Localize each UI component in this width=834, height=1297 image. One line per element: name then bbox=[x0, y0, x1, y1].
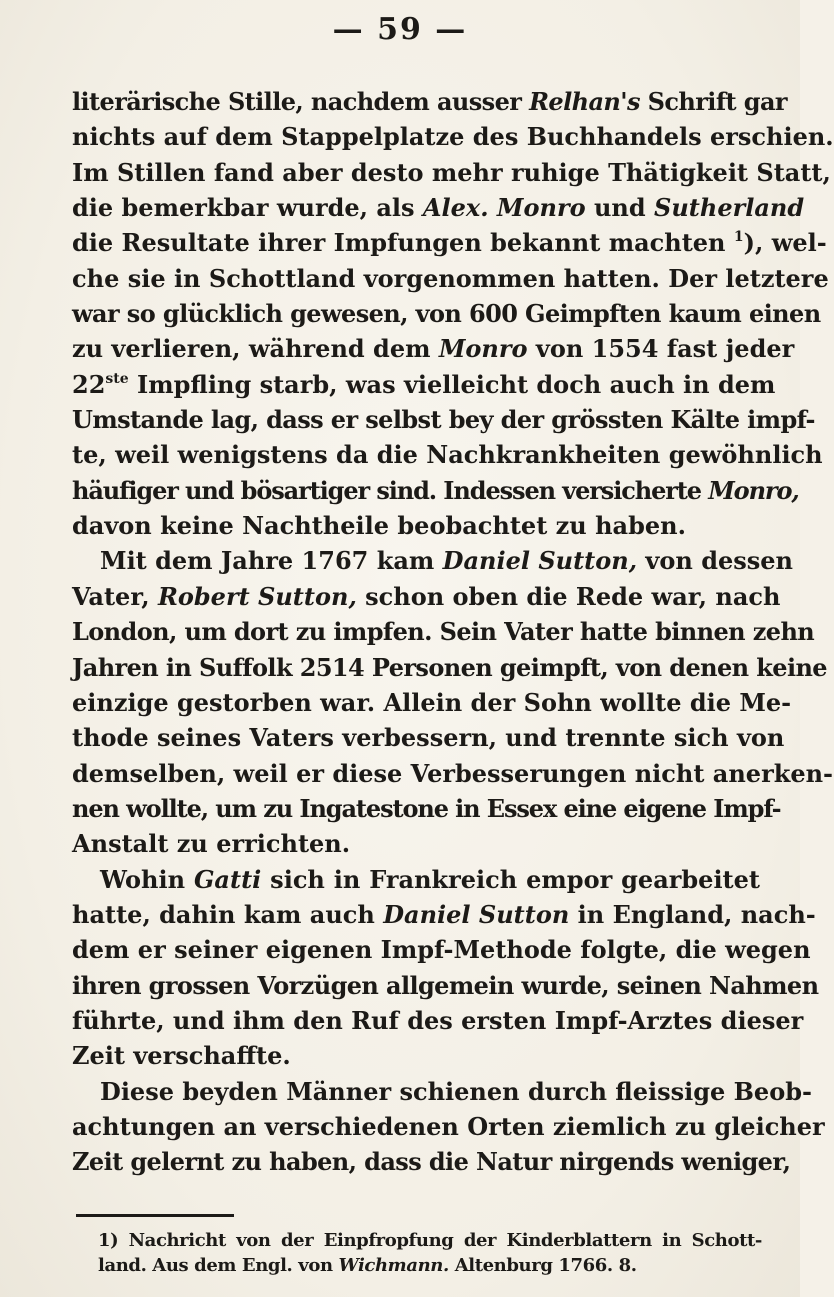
text-line: che sie in Schottland vorgenommen hatten. Der letztere bbox=[72, 263, 829, 293]
author-name: Relhan's bbox=[529, 87, 640, 116]
author-name: Daniel Sutton bbox=[383, 899, 570, 929]
text-line: nichts auf dem Stappelplatze des Buchhandels erschien. bbox=[72, 122, 834, 152]
text-line: thode seines Vaters verbessern, und trennte sich von bbox=[72, 723, 785, 753]
text-line bbox=[72, 84, 787, 119]
text-line: Zeit verschaffte. bbox=[72, 1041, 291, 1071]
author-name: Alex. Monro bbox=[422, 193, 586, 223]
text-line: Jahren in Suffolk 2514 Personen geimpft, von denen keine bbox=[72, 652, 827, 682]
text-run: Impfling starb, was vielleicht doch auch in dem bbox=[128, 369, 776, 399]
footnote-marker: 1 bbox=[733, 229, 744, 246]
author-name: Wichmann. bbox=[338, 1255, 449, 1276]
text-run: häufiger und bösartiger sind. Indessen versicherte bbox=[72, 475, 709, 505]
text-run: schon oben die Rede war, nach bbox=[356, 581, 781, 611]
text-line: Im Stillen fand aber desto mehr ruhige Thätigkeit Statt, bbox=[72, 157, 831, 187]
text-line: führte, und ihm den Ruf des ersten Impf-Arztes dieser bbox=[72, 1005, 804, 1035]
text-line: war so glücklich gewesen, von 600 Geimpften kaum einen bbox=[72, 299, 821, 329]
text-line: Anstalt zu errichten. bbox=[72, 829, 351, 859]
author-name: Robert Sutton, bbox=[157, 581, 357, 611]
author-name: Monro bbox=[438, 334, 528, 364]
text-run: Vater, bbox=[72, 581, 158, 611]
ordinal-suffix: ste bbox=[105, 370, 129, 387]
text-run: von dessen bbox=[637, 546, 793, 576]
footnote-divider bbox=[76, 1214, 234, 1217]
text-run: 22 bbox=[72, 369, 106, 399]
text-run: Schrift gar bbox=[639, 87, 787, 116]
text-line: ihren grossen Vorzügen allgemein wurde, seinen Nahmen bbox=[72, 970, 819, 1000]
text-run: und bbox=[585, 193, 654, 223]
text-run: ), wel- bbox=[743, 228, 827, 258]
text-line: einzige gestorben war. Allein der Sohn wollte die Me- bbox=[72, 687, 792, 717]
text-line: Umstande lag, dass er selbst bey der grössten Kälte impf- bbox=[72, 405, 815, 435]
text-line: demselben, weil er diese Verbesserungen nicht anerken- bbox=[72, 758, 834, 788]
text-line bbox=[72, 473, 799, 508]
text-run: Wohin bbox=[100, 864, 194, 894]
text-run: hatte, dahin kam auch bbox=[72, 899, 384, 929]
page-number: — 59 — bbox=[332, 12, 468, 47]
text-run: in England, nach- bbox=[569, 899, 816, 929]
text-line bbox=[72, 897, 816, 932]
author-name: Daniel Sutton, bbox=[442, 546, 638, 576]
text-run: die Resultate ihrer Impfungen bekannt machten bbox=[72, 228, 734, 258]
author-name: Sutherland bbox=[654, 193, 805, 223]
footnote bbox=[98, 1228, 762, 1278]
text-line: te, weil wenigstens da die Nachkrankheiten gewöhnlich bbox=[72, 440, 823, 470]
text-line bbox=[72, 331, 795, 366]
body-text bbox=[72, 84, 834, 1180]
text-line bbox=[72, 543, 793, 578]
text-run: Altenburg 1766. 8. bbox=[448, 1255, 637, 1276]
text-line bbox=[72, 190, 805, 225]
text-line: London, um dort zu impfen. Sein Vater hatte binnen zehn bbox=[72, 617, 815, 647]
author-name: Gatti bbox=[193, 864, 262, 894]
text-line bbox=[72, 225, 827, 260]
text-line: nen wollte, um zu Ingatestone in Essex eine eigene Impf- bbox=[72, 793, 781, 823]
text-line bbox=[72, 367, 776, 402]
text-line bbox=[72, 862, 760, 897]
text-line: Diese beyden Männer schienen durch fleissige Beob- bbox=[100, 1076, 812, 1106]
text-run: land. Aus dem Engl. von bbox=[98, 1255, 339, 1276]
text-run: Mit dem Jahre 1767 kam bbox=[100, 546, 443, 576]
text-run: von 1554 fast jeder bbox=[527, 334, 795, 364]
text-line bbox=[72, 579, 781, 614]
footnote-line bbox=[98, 1253, 762, 1278]
text-run: zu verlieren, während dem bbox=[72, 334, 439, 364]
text-run: literärische Stille, nachdem ausser bbox=[72, 87, 530, 116]
text-run: die bemerkbar wurde, als bbox=[72, 193, 423, 223]
text-line: Zeit gelernt zu haben, dass die Natur nirgends weniger, bbox=[72, 1147, 791, 1177]
text-line: achtungen an verschiedenen Orten ziemlich zu gleicher bbox=[72, 1111, 825, 1141]
text-line: davon keine Nachtheile beobachtet zu haben. bbox=[72, 511, 686, 541]
text-line: dem er seiner eigenen Impf-Methode folgte, die wegen bbox=[72, 935, 811, 965]
author-name: Monro, bbox=[708, 475, 799, 505]
text-run: sich in Frankreich empor gearbeitet bbox=[261, 864, 761, 894]
footnote-line: 1) Nachricht von der Einpfropfung der Kinderblattern in Schott- bbox=[98, 1230, 762, 1251]
